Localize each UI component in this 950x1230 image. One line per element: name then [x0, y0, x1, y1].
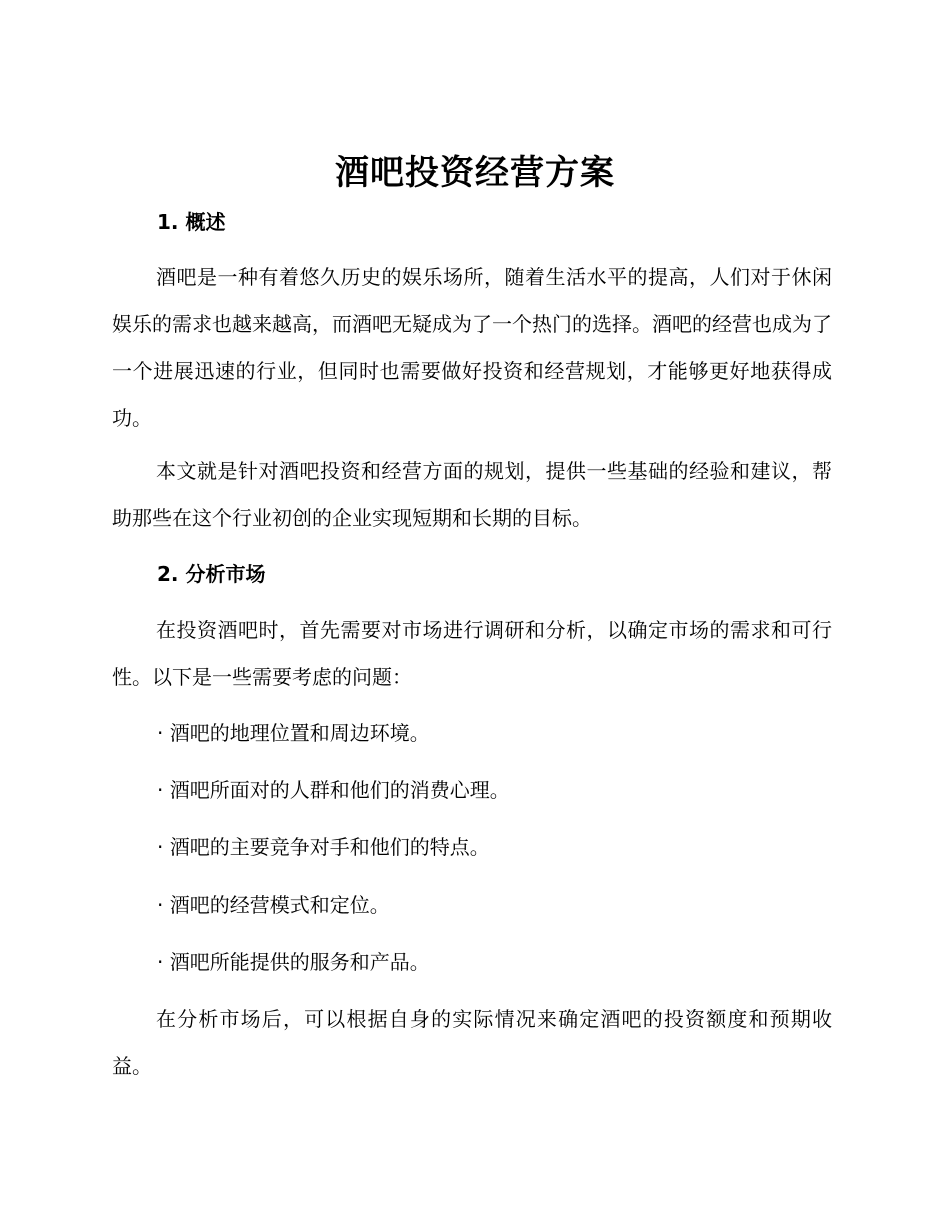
list-item: · 酒吧的经营模式和定位。	[157, 893, 390, 917]
section-heading-overview: 1. 概述	[157, 210, 226, 234]
list-item: · 酒吧所面对的人群和他们的消费心理。	[157, 778, 510, 802]
list-item: · 酒吧所能提供的服务和产品。	[157, 950, 430, 974]
market-intro-paragraph: 在投资酒吧时，首先需要对市场进行调研和分析，以确定市场的需求和可行性。以下是一些需要考虑的问题：	[112, 618, 832, 689]
overview-paragraph-1: 酒吧是一种有着悠久历史的娱乐场所，随着生活水平的提高，人们对于休闲娱乐的需求也越来越高，而酒吧无疑成为了一个热门的选择。酒吧的经营也成为了一个进展迅速的行业，但同时也需要做好投资和经营规划，才能够更好地获得成功。	[112, 265, 832, 430]
overview-paragraph-2: 本文就是针对酒吧投资和经营方面的规划，提供一些基础的经验和建议，帮助那些在这个行业初创的企业实现短期和长期的目标。	[112, 459, 832, 530]
list-item: · 酒吧的地理位置和周边环境。	[157, 721, 430, 745]
list-item: · 酒吧的主要竞争对手和他们的特点。	[157, 835, 490, 859]
section-heading-market-analysis: 2. 分析市场	[157, 562, 266, 586]
document-title: 酒吧投资经营方案	[335, 153, 615, 193]
market-conclusion-paragraph: 在分析市场后，可以根据自身的实际情况来确定酒吧的投资额度和预期收益。	[112, 1007, 832, 1078]
